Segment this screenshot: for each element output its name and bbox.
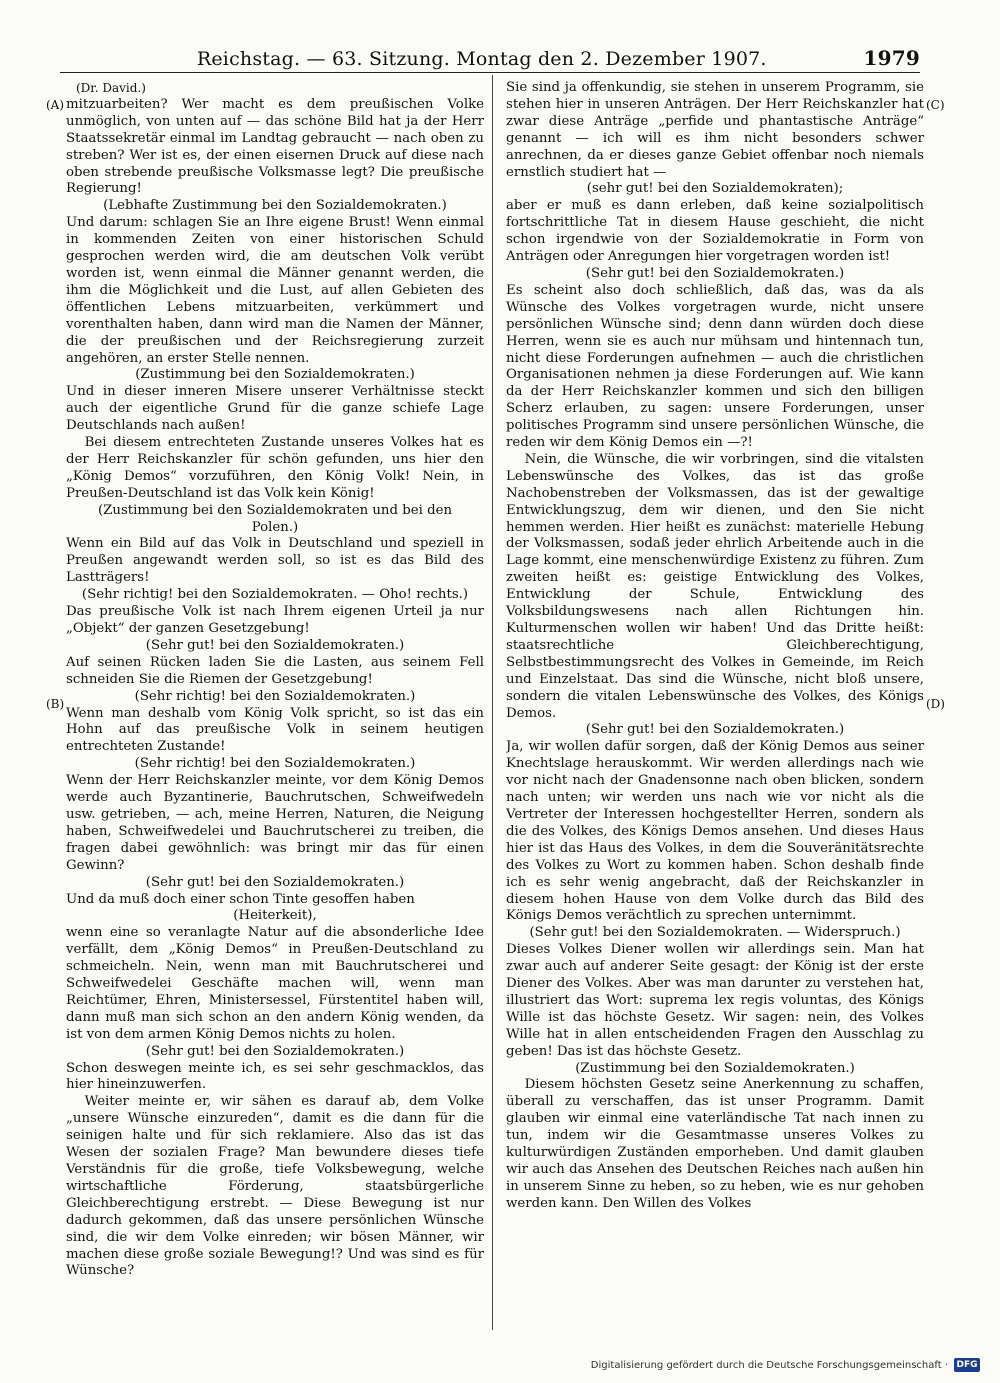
right-column bbox=[506, 80, 924, 1330]
speaker-label: (Dr. David.) bbox=[76, 81, 146, 95]
column-divider bbox=[492, 75, 493, 1330]
interjection: (Sehr gut! bei den Sozialdemokraten. — Widerspruch.) bbox=[529, 925, 901, 941]
interjection: (Zustimmung bei den Sozialdemokraten.) bbox=[575, 1060, 855, 1076]
running-title: Reichstag. — 63. Sitzung. Montag den 2. Dezember 1907. bbox=[196, 48, 767, 70]
dfg-logo-icon: DFG bbox=[954, 1358, 980, 1372]
paragraph: Das preußische Volk ist nach Ihrem eigenen Urteil ja nur „Objekt“ der ganzen Gesetzgebung! bbox=[66, 604, 484, 636]
interjection: (Sehr gut! bei den Sozialdemokraten.) bbox=[145, 1043, 405, 1059]
interjection: (Sehr gut! bei den Sozialdemokraten.) bbox=[585, 722, 845, 738]
paragraph: Und da muß doch einer schon Tinte gesoffen haben bbox=[66, 891, 415, 907]
interjection: (sehr gut! bei den Sozialdemokraten); bbox=[586, 181, 844, 197]
paragraph: Nein, die Wünsche, die wir vorbringen, sind die vitalsten Lebenswünsche des Volkes, das ist das große Nachobenstreben der Volksmassen, das ist der gewaltige Entwicklungszug, dem wir dienen, und den Sie nicht hemmen werden. Hier heißt es zunächst: materielle Hebung der Volksmassen, sodaß jeder ehrlich Arbeitende auch in die Lage kommt, eine menschenwürdige Existenz zu führen. Zum zweiten heißt es: geistige Entwicklung des Volkes, Entwicklung der Schule, Entwicklung des Volksbildungswesens nach allen Richtungen hin. Kulturmenschen wollen wir haben! Und das Dritte heißt: staatsrechtliche Gleichberechtigung, Selbstbestimmungsrecht des Volkes in Gemeinde, im Reich und Einzelstaat. Das sind die Wünsche, nicht bloß unsere, sondern die vitalen Lebenswünsche des Volkes, des Königs Demos. bbox=[506, 451, 924, 721]
page-header bbox=[60, 40, 920, 70]
interjection: (Sehr gut! bei den Sozialdemokraten.) bbox=[585, 265, 845, 281]
margin-marker-d: (D) bbox=[926, 697, 945, 711]
paragraph: Sie sind ja offenkundig, sie stehen in unserem Programm, sie stehen hier in unseren Anträgen. Der Herr Reichskanzler hat zwar diese Anträge „perfide und phantastische Anträge“ genannt — ich will es ihm nicht besonders schwer anrechnen, da er dieses ganze Gebiet offenbar noch niemals ernstlich studiert hat — bbox=[506, 80, 924, 180]
paragraph: Ja, wir wollen dafür sorgen, daß der König Demos aus seiner Knechtslage herauskommt. Wir werden allerdings nach wie vor nicht nach der Gnadensonne nach oben blicken, sondern nach unten; wir werden uns nach wie vor nicht als die Vertreter der Interessen hochgestellter Herren, sondern als die des Volkes, des Königs Demos ansehen. Und dieses Haus hier ist das Haus des Volkes, in dem die Souveränitätsrechte des Volkes zu Wort zu kommen haben. Schon deshalb finde ich es sehr wenig angebracht, daß der Reichskanzler in diesem hohen Hause von dem Volke durch das Bild des Königs Demos verächtlich zu sprechen unternimmt. bbox=[506, 739, 924, 924]
margin-marker-b: (B) bbox=[46, 697, 65, 711]
paragraph: Dieses Volkes Diener wollen wir allerdings sein. Man hat zwar auch auf anderer Seite gesagt: der König ist der erste Diener des Volkes. Aber was man darunter zu verstehen hat, illustriert das Wort: suprema lex regis voluntas, des Königs Wille ist das höchste Gesetz. Wir sagen: nein, des Volkes Wille hat in allen entscheidenden Fragen den Ausschlag zu geben! Das ist das höchste Gesetz. bbox=[506, 942, 924, 1059]
interjection: (Zustimmung bei den Sozialdemokraten und bei den Polen.) bbox=[97, 502, 453, 535]
paragraph: Schon deswegen meinte ich, es sei sehr geschmacklos, das hier hineinzuwerfen. bbox=[66, 1060, 484, 1093]
paragraph: Es scheint also doch schließlich, daß das, was da als Wünsche des Volkes vorgetragen wurde, nicht unsere persönlichen Wünsche sind; denn dann würden doch diese Herren, wenn sie es auch nur mühsam und hintennach tun, nicht diese Forderungen aufnehmen — auch die christlichen Organisationen nehmen ja diese Forderungen auf. Wie kann da der Herr Reichskanzler kommen und sich den billigen Scherz erlauben, zu sagen: unsere Forderungen, unser politisches Programm sind unsere persönlichen Wünsche, die reden wir dem König Demos ein —?! bbox=[506, 282, 924, 451]
interjection: (Sehr richtig! bei den Sozialdemokraten.) bbox=[134, 756, 416, 772]
paragraph: mitzuarbeiten? Wer macht es dem preußischen Volke unmöglich, von unten auf — das schöne Bild hat ja der Herr Staatssekretär einmal im Landtag gebraucht — nach oben zu streben? Wer ist es, der einen eisernen Druck auf diese nach oben strebende preußische Volksmasse legt? Die preußische Regierung! bbox=[66, 96, 484, 197]
interjection: (Sehr richtig! bei den Sozialdemokraten. — Oho! rechts.) bbox=[81, 587, 469, 603]
paragraph: wenn eine so veranlagte Natur auf die absonderliche Idee verfällt, dem „König Demos“ in Preußen-Deutschland zu schmeicheln. Nein, wenn man mit Bauchrutscherei und Schweifwedelei Geschäfte machen will, wenn man Reichtümer, Ehren, Ministersessel, Fürstentitel haben will, dann muß man sich schon an den andern König wenden, da ist von dem armen König Demos nichts zu holen. bbox=[66, 925, 484, 1042]
paragraph: Weiter meinte er, wir sähen es darauf ab, dem Volke „unsere Wünsche einzureden“, damit es die dann für die seinigen halte und für sich reklamiere. Also das ist das Wesen der sozialen Frage? Man bewundere dieses tiefe Verständnis für die große, tiefe Volksbewegung, welche wirtschaftliche Förderung, staatsbürgerliche Gleichberechtigung erstrebt. — Diese Bewegung ist nur dadurch gekommen, daß das unsere persönlichen Wünsche sind, die wir dem Volke einreden; wir bösen Männer, wir machen diese große soziale Bewegung!? Und was sind es für Wünsche? bbox=[66, 1094, 484, 1279]
paragraph: aber er muß es dann erleben, daß keine sozialpolitisch fortschrittliche Tat in diesem Hause geschieht, die nicht schon irgendwie von der Sozialdemokratie in Form von Anträgen oder Anregungen hier vorgetragen worden ist! bbox=[506, 198, 924, 265]
paragraph: Wenn der Herr Reichskanzler meinte, vor dem König Demos werde auch Byzantinerie, Bauchrutschen, Schweifwedeln usw. getrieben, — ach, meine Herren, Naturen, die Neigung haben, Schweifwedelei und Bauchrutscherei zu treiben, die fragen dabei gewöhnlich: was bringt mir das für einen Gewinn? bbox=[66, 773, 484, 873]
interjection: (Lebhafte Zustimmung bei den Sozialdemokraten.) bbox=[103, 198, 447, 214]
margin-marker-a: (A) bbox=[46, 98, 65, 112]
paragraph: Und darum: schlagen Sie an Ihre eigene Brust! Wenn einmal in kommenden Zeiten von einer historischen Schuld gesprochen werden wird, die am deutschen Volk verübt worden ist, wenn einmal die Männer genannt werden, die ihm die Möglichkeit und die Lust, auf allen Gebieten des öffentlichen Lebens mitzuarbeiten, verkümmert und vorenthalten haben, dann wird man die Namen der Männer, die der preußischen und der Reichsregierung zurzeit angehören, an erster Stelle nennen. bbox=[66, 215, 484, 366]
footer-text: Digitalisierung gefördert durch die Deutsche Forschungsgemeinschaft · bbox=[590, 1359, 948, 1371]
margin-marker-c: (C) bbox=[926, 98, 945, 112]
interjection: (Sehr gut! bei den Sozialdemokraten.) bbox=[145, 874, 405, 890]
footer-credit bbox=[591, 1355, 980, 1375]
interjection: (Sehr richtig! bei den Sozialdemokraten.) bbox=[134, 688, 416, 704]
paragraph: Und in dieser inneren Misere unserer Verhältnisse steckt auch der eigentliche Grund für die ganze schiefe Lage Deutschlands nach außen! bbox=[66, 384, 484, 434]
paragraph: Bei diesem entrechteten Zustande unseres Volkes hat es der Herr Reichskanzler für schön gefunden, uns hier den „König Demos“ vorzuführen, den König Volk! Nein, in Preußen-Deutschland ist das Volk kein König! bbox=[66, 435, 484, 501]
left-column bbox=[66, 80, 484, 1330]
paragraph: Wenn ein Bild auf das Volk in Deutschland und speziell in Preußen angewandt werden soll, so ist es das Bild des Lastträgers! bbox=[66, 536, 484, 586]
paragraph: Wenn man deshalb vom König Volk spricht, so ist das ein Hohn auf das preußische Volk in seinem heutigen entrechteten Zustande! bbox=[66, 705, 484, 755]
paragraph: Diesem höchsten Gesetz seine Anerkennung zu schaffen, überall zu verschaffen, das ist unser Programm. Damit glauben wir einmal eine vaterländische Tat nach innen zu tun, indem wir die Gesamtmasse unseres Volkes zu kulturwürdigen Zuständen emporheben. Und damit glauben wir auch das Ansehen des Deutschen Reiches nach außen hin in unserem Sinne zu heben, so zu heben, wie es nur gehoben werden kann. Den Willen des Volkes bbox=[506, 1077, 924, 1211]
interjection: (Zustimmung bei den Sozialdemokraten.) bbox=[135, 367, 415, 383]
page-number: 1979 bbox=[863, 46, 920, 70]
header-rule bbox=[60, 72, 920, 73]
interjection: (Heiterkeit), bbox=[233, 908, 317, 924]
interjection: (Sehr gut! bei den Sozialdemokraten.) bbox=[145, 637, 405, 653]
paragraph: Auf seinen Rücken laden Sie die Lasten, aus seinem Fell schneiden Sie die Riemen der Gesetzgebung! bbox=[66, 654, 484, 687]
